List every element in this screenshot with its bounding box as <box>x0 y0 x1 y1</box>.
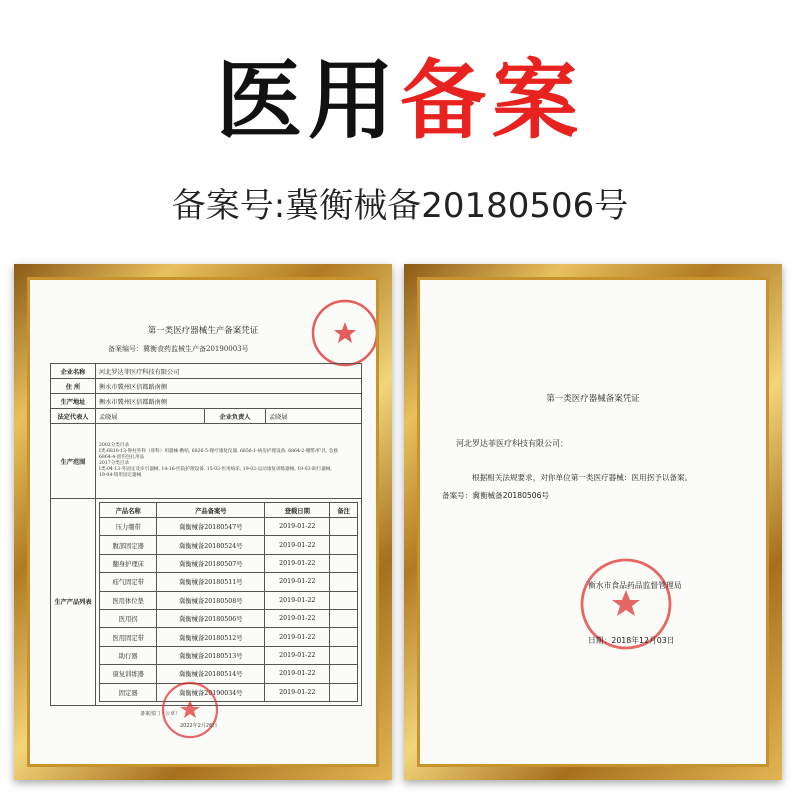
table-row <box>100 591 358 609</box>
scope-value <box>96 424 362 499</box>
products-table <box>99 502 358 702</box>
product-remark <box>330 518 358 536</box>
left-cert-record-no: 备案编号：冀衡食药监械生产备20190003号 <box>108 345 249 353</box>
right-cert-date: 日期：2018年12月03日 <box>588 636 675 645</box>
info-row-address <box>51 379 362 394</box>
table-row <box>100 646 358 664</box>
product-no: 冀衡械备20180508号 <box>157 591 265 609</box>
info-label: 住 所 <box>51 379 96 394</box>
left-cert-footer-line2: 2022年2月26日 <box>180 723 218 729</box>
table-row <box>100 573 358 591</box>
product-remark <box>330 628 358 646</box>
right-certificate-frame <box>404 264 782 780</box>
headline <box>0 51 800 151</box>
product-remark <box>330 683 358 701</box>
scope-label: 生产范围 <box>51 424 96 499</box>
info-value: 衡水市冀州区信都路南侧 <box>96 394 362 409</box>
product-no: 冀衡械备20180513号 <box>157 646 265 664</box>
product-no: 冀衡械备20180512号 <box>157 628 265 646</box>
product-remark <box>330 665 358 683</box>
product-date: 2019-01-22 <box>265 591 330 609</box>
scope-line: Ⅰ类:04-13-外固定及牵引器械, 14-16-医院护理设备, 15-03-医用病床, 19-02-运动康复训练器械, 19-03-助行器械, <box>99 467 332 472</box>
left-frame-inner <box>27 277 379 767</box>
product-remark <box>330 554 358 572</box>
product-remark <box>330 609 358 627</box>
product-date: 2019-01-22 <box>265 609 330 627</box>
header-date: 登载日期 <box>265 503 330 518</box>
info-value: 衡水市冀州区信都路南侧 <box>96 379 362 394</box>
product-name: 疝气固定带 <box>100 573 157 591</box>
product-no: 冀衡械备20180506号 <box>157 609 265 627</box>
responsible-value: 孟晓展 <box>266 409 362 424</box>
red-seal-top <box>310 298 376 368</box>
right-cert-company: 河北罗达菲医疗科技有限公司： <box>456 439 568 448</box>
table-row <box>100 518 358 536</box>
right-frame-inner <box>417 277 769 767</box>
product-name: 固定器 <box>100 683 157 701</box>
table-row <box>100 536 358 554</box>
info-row-company <box>51 364 362 379</box>
product-no: 冀衡械备20180514号 <box>157 665 265 683</box>
scope-line: 2002分类目录 <box>99 443 130 448</box>
left-certificate-frame <box>14 264 392 780</box>
info-row-production-address <box>51 394 362 409</box>
right-certificate-paper <box>420 280 766 764</box>
header-product-name: 产品名称 <box>100 503 157 518</box>
responsible-label: 企业负责人 <box>205 409 266 424</box>
product-name: 医用拐 <box>100 609 157 627</box>
scope-line: Ⅰ类:6810-13-脊柱外科（骨科）用器械-敷贴, 6826-5-理疗康复仪器, 6856-1-病房护理设备, 6864-2-绷带/护具, 急救 <box>99 449 338 454</box>
header-product-no: 产品备案号 <box>157 503 265 518</box>
product-name: 医用固定带 <box>100 628 157 646</box>
right-cert-body: 根据相关法规要求，对你单位第一类医疗器械：医用拐予以备案。 <box>472 473 693 482</box>
product-no: 冀衡械备20180547号 <box>157 518 265 536</box>
info-row-products <box>51 499 362 706</box>
table-row <box>100 665 358 683</box>
product-no: 冀衡械备20180511号 <box>157 573 265 591</box>
right-cert-issuer: 衡水市食品药品监督管理局 <box>588 581 682 590</box>
product-no: 冀衡械备20190034号 <box>157 683 265 701</box>
left-cert-title: 第一类医疗器械生产备案凭证 <box>147 326 259 336</box>
table-row <box>100 609 358 627</box>
record-number: 备案号:冀衡械备20180506号 <box>171 186 629 226</box>
info-label: 企业名称 <box>51 364 96 379</box>
product-remark <box>330 573 358 591</box>
product-remark <box>330 646 358 664</box>
info-row-scope <box>51 424 362 499</box>
product-name: 腹部固定器 <box>100 536 157 554</box>
right-cert-record-no: 备案号：冀衡械备20180506号 <box>442 491 549 500</box>
products-header-row <box>100 503 358 518</box>
info-value: 河北罗达菲医疗科技有限公司 <box>96 364 362 379</box>
product-date: 2019-01-22 <box>265 518 330 536</box>
product-name: 翻身护理床 <box>100 554 157 572</box>
product-date: 2019-01-22 <box>265 646 330 664</box>
left-cert-info-table <box>50 363 362 706</box>
left-cert-footer-line1: 备案部门（公章） <box>140 711 181 717</box>
product-date: 2019-01-22 <box>265 665 330 683</box>
header-remark: 备注 <box>330 503 358 518</box>
table-row <box>100 628 358 646</box>
headline-part1: 医用 <box>216 51 400 151</box>
product-name: 医用体位垫 <box>100 591 157 609</box>
scope-line: 2017分类目录 <box>99 461 130 466</box>
legal-rep-value: 孟晓展 <box>96 409 205 424</box>
left-certificate-paper <box>30 280 376 764</box>
right-cert-title: 第一类医疗器械备案凭证 <box>546 394 640 404</box>
product-date: 2019-01-22 <box>265 573 330 591</box>
product-date: 2019-01-22 <box>265 628 330 646</box>
headline-part2: 备案 <box>400 51 584 151</box>
product-date: 2019-01-22 <box>265 554 330 572</box>
product-remark <box>330 536 358 554</box>
product-name: 助行器 <box>100 646 157 664</box>
products-label: 生产产品列表 <box>51 499 96 706</box>
product-name: 康复训练器 <box>100 665 157 683</box>
info-label: 生产地址 <box>51 394 96 409</box>
product-remark <box>330 591 358 609</box>
product-date: 2019-01-22 <box>265 683 330 701</box>
product-no: 冀衡械备20180524号 <box>157 536 265 554</box>
table-row <box>100 683 358 701</box>
products-cell <box>96 499 362 706</box>
product-date: 2019-01-22 <box>265 536 330 554</box>
legal-rep-label: 法定代表人 <box>51 409 96 424</box>
product-no: 冀衡械备20180507号 <box>157 554 265 572</box>
scope-line: 6864-4-创伤包扎用品 <box>99 455 145 460</box>
table-row <box>100 554 358 572</box>
info-row-representatives <box>51 409 362 424</box>
scope-line: 19-04-矫形固定器械 <box>99 473 142 478</box>
product-name: 压力绷带 <box>100 518 157 536</box>
